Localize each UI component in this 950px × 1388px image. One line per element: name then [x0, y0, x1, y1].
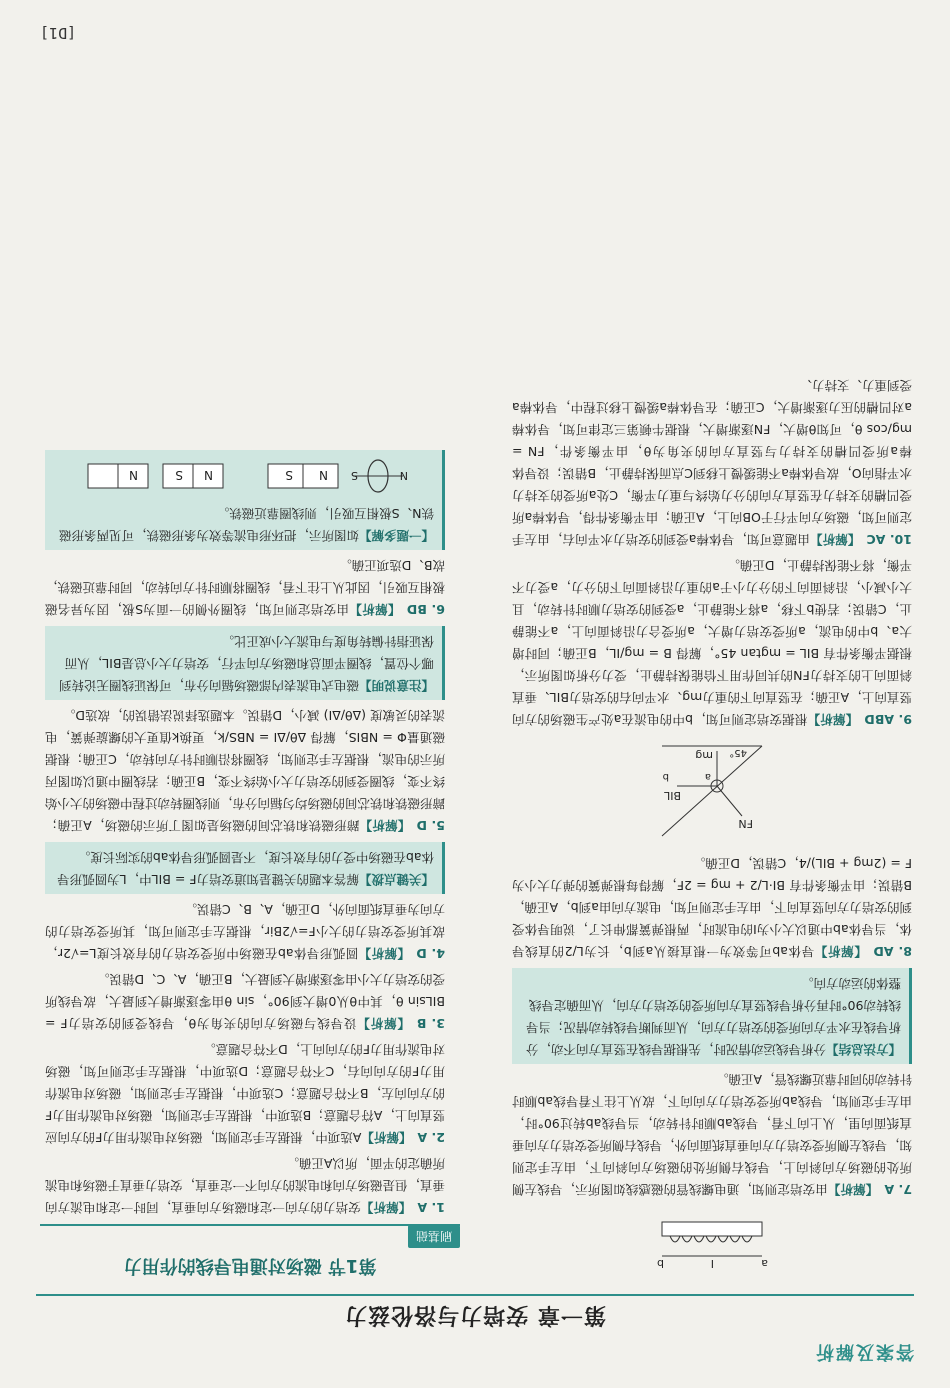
section-tab: 刷基础 — [408, 1225, 460, 1248]
bil-label: BIL — [664, 789, 681, 802]
conductor-a-label: a — [704, 771, 711, 782]
force-diagram — [647, 736, 777, 846]
right-column — [45, 444, 445, 1218]
left-column — [512, 370, 912, 1282]
magnet-pole: S — [285, 468, 294, 482]
mg-label: mg — [695, 749, 713, 762]
wire-end-b: b — [657, 1257, 664, 1270]
answer-item: 7. A【解析】由安培定则知，通电螺线管的磁感线如图所示，导线左侧所处的磁场方向斜向上，导线右侧所处的磁场方向斜向下，由左手定则知，导线左侧所受安培力方向垂直纸面向外，导线右侧所受安培力方向垂直纸面向里，从上向下看，导线ab顺时针转动，当导线ab转过90°时，由左手定则知，导线ab所受安培力方向向下，故从上往下看导线ab顺时针转动的同时靠近螺线管，A正确。 — [511, 1072, 912, 1197]
tip-box: 【一题多解】如图所示，把环形电流等效为条形磁铁，可见两条形磁铁N、S极相互吸引，则线圈靠近磁铁。 N S N S N S N — [45, 450, 445, 550]
answer-item: 10. AC【解析】由题意可知，导体棒a受到的安培力水平向右，由左手定则可知，磁场方向平行于OB向上，A正确；由平衡条件得，导体棒a所受凹槽的支持力在竖直方向的分力始终与重力平衡，C处a所受的支持力水平指向O，故导体棒a不能缓慢上移到C点而保持静止，B错误；设导体棒a所受凹槽的支持力与竖直方向的夹角为θ，由平衡条件，FN = mg/cos θ，可知θ增大，FN逐渐增大，根据牛顿第三定律可知，导体棒a对凹槽的压力逐渐增大，C正确；在导体棒a缓慢上移过程中，导体棒a受到重力、支持力、 — [512, 378, 912, 547]
answer-item: 6. BD【解析】由安培定则可知，线圈外侧的一面为S极，因为异名磁极相互吸引，因此从上往下看，线圈将顺时针方向转动，同时靠近磁铁，故B、D选项正确。 — [44, 558, 445, 617]
magnet-figure — [53, 456, 434, 496]
coil-magnet-diagram — [259, 456, 409, 496]
answer-item: 2. A【解析】A选项中，根据左手定则知，磁场对电流作用力F的方向应竖直向上，A符合题意；B选项中，根据左手定则知，磁场对电流作用力F的方向向左，B不符合题意；C选项中，根据左手定则知，磁场对电流作用力F的方向向右，C不符合题意；D选项中，根据左手定则可知，磁场对电流作用力F的方向向上，D不符合题意。 — [45, 1042, 445, 1145]
solenoid-diagram — [652, 1206, 772, 1276]
magnet-pole: N — [319, 468, 329, 482]
answer-item: 8. AD【解析】导体ab可等效为一根直接从a到b，长为L/2的直线导体，当导体ab中通以大小为I的电流时，两根弹簧都伸长了，说明导体受到的安培力方向竖直向下，由左手定则可知，电流方向由a到b，A正确，B错误；由平衡条件有 BI·L/2 + mg = 2F，解得每根弹簧的弹力大小为 F = (2mg + BIL)/4，C错误，D正确。 — [512, 856, 912, 959]
tip-box: 【关键点拨】解答本题的关键是知道安培力F = BIL中，L为圆弧形导体ab在磁场中受力的有效长度，不是圆弧形导体ab的实际长度。 — [45, 842, 445, 894]
top-rule — [36, 1294, 914, 1296]
answer-item: 5. D【解析】蹄形磁铁和铁芯间的磁场是如图丁所示的磁场，A正确；蹄形磁铁和铁芯间的磁场均匀辐向分布，则线圈转动过程中磁场的大小始终不变，线圈受到的安培力大小始终不变，B正确；若线圈中通以如图丙所示的电流，根据左手定则知，线圈将沿顺时针方向转动，C正确；根据磁通量Φ = NBIS，解得 Δθ/ΔI = NBS/k，更换k值更大的螺旋弹簧，电流表的灵敏度 (Δθ/ΔI) 减小，D错误。本题选择说法错误的，故选D。 — [44, 708, 445, 833]
answer-item: 4. D【解析】圆弧形导体ab在磁场中所受安培力的有效长度L=√2r，故其所受安培力的大小F=√2Bir，根据左手定则可知，其所受安培力的方向为垂直纸面向外，D正确，A、B、C错误。 — [45, 902, 445, 961]
brand-title: 答案及解析 — [814, 1341, 914, 1362]
answer-item: 3. B【解析】设导线与磁场方向的夹角为θ，导线受到的安培力F = BILsin θ，其中θ从0增大到90°，sin θ由零逐渐增大到最大，故导线所受的安培力大小由零逐渐增大到最大，B正确，A、C、D错误。 — [45, 972, 445, 1031]
tip-box: 【注意说明】磁电式电流表内部磁场辐向分布，可保证线圈无论转到哪个位置，线圈平面总和磁场方向平行，安培力大小总是BIL，从而保证指针偏转角度与电流大小成正比。 — [45, 626, 445, 700]
tab-rule — [40, 1224, 460, 1226]
fn-label: FN — [738, 817, 753, 830]
two-magnets-diagram — [79, 456, 229, 496]
magnet-pole: S — [175, 468, 184, 482]
wire-end-a: a — [761, 1257, 768, 1270]
coil-n-label: N — [400, 469, 409, 482]
magnet-pole: N — [204, 468, 214, 482]
chapter-title: 第一章 安培力与洛伦兹力 — [344, 1302, 606, 1327]
section-title: 第1节 磁场对通电导线的作用力 — [123, 1255, 377, 1276]
answer-item: 1. A【解析】安培力的方向一定和磁场方向垂直，同时一定和电流方向垂直，但是磁场方向和电流的方向不一定垂直，安培力垂直于磁场和电流所确定的平面，所以A正确。 — [44, 1156, 445, 1215]
current-label: I — [710, 1257, 714, 1270]
page-number: [D1] — [40, 24, 77, 42]
tip-box: 【方法总结】分析导线运动情况时，先根据导线在竖直方向不动，分析导线在水平方向所受的安培力方向，从而判断导线转动情况；当导线转动90°时再分析导线竖直方向所受的安培力方向，从而确定导线整体的运动方向。 — [512, 968, 912, 1064]
magnet-pole: N — [129, 468, 139, 482]
conductor-b-label: b — [662, 771, 669, 782]
angle-label: 45° — [729, 747, 747, 758]
answer-item: 9. ABD【解析】根据安培定则可知，b中的电流在a处产生磁场的方向竖直向上，A正确；在竖直向下的重力mg、水平向右的安培力BIL、垂直斜面向上的支持力FN的共同作用下恰能保持静止，受力分析如图所示，根据平衡条件有 BIL = mgtan 45°，解得 B = mg/IL，B正确；同时增大a、b中的电流，a所受安培力增大，a所受合力沿斜面向上，a不能静止，C错误；若使b下移，a将不能静止，a受到的安培力顺时针转动，且大小减小，沿斜面向下的分力小于a的重力沿斜面向下的分力，a受力不平衡，将不能保持静止，D正确。 — [512, 558, 912, 727]
coil-s-label: S — [351, 469, 359, 482]
